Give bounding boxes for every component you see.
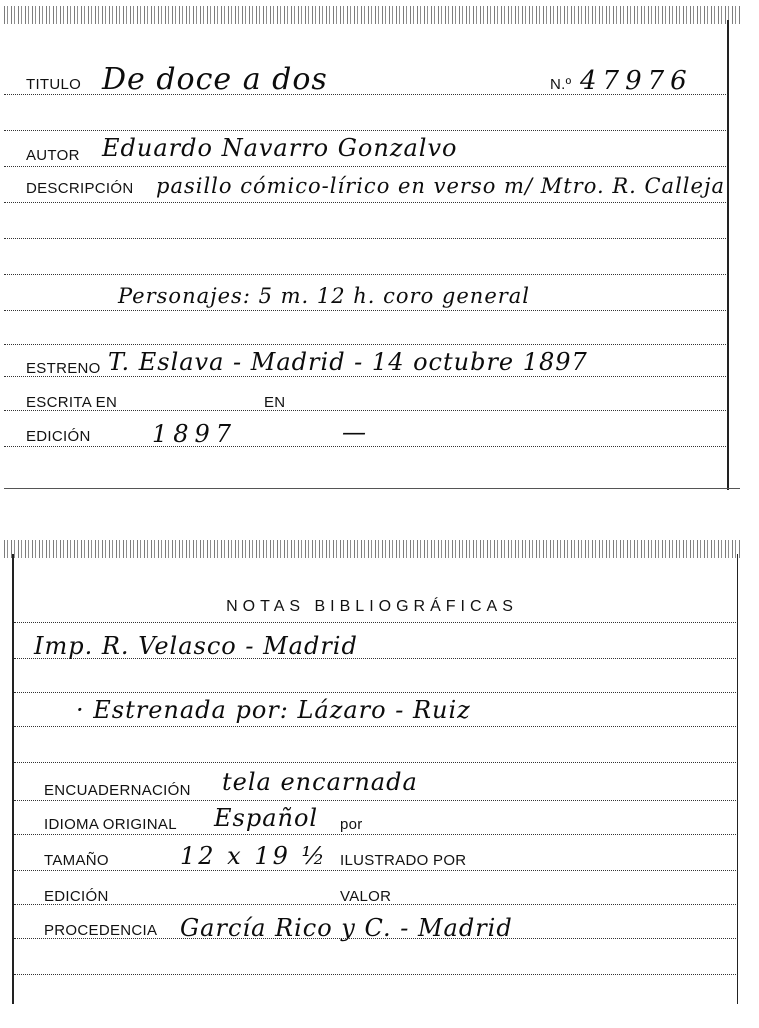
ruled-line [4,376,726,377]
ruled-line [14,622,736,623]
ruled-line [14,692,736,693]
ruled-line [14,800,736,801]
ruled-line [4,446,726,447]
card-bottom-rule [4,488,740,489]
ruled-line [14,870,736,871]
idioma-label: IDIOMA ORIGINAL [44,816,177,833]
escrita-label: ESCRITA EN [26,394,118,411]
edicion-dash: — [342,418,367,446]
autor-value: Eduardo Navarro Gonzalvo [102,134,458,162]
card-right-border [737,554,738,1004]
ruled-line [4,202,726,203]
ruled-line [4,166,726,167]
notas-heading: NOTAS BIBLIOGRÁFICAS [226,598,518,615]
card-right-border [727,20,729,490]
card-top-edge [4,540,740,558]
procedencia-value: García Rico y C. - Madrid [180,914,513,942]
autor-label: AUTOR [26,147,80,164]
ruled-line [4,344,726,345]
card-top-edge [4,6,740,24]
descripcion-value: pasillo cómico-lírico en verso m/ Mtro. R. Calleja [156,174,725,198]
ilustrado-label: ILUSTRADO POR [340,852,467,869]
estreno-label: ESTRENO [26,360,101,377]
numero-value: 47976 [580,66,693,96]
numero-label: N.º [550,76,572,93]
encuadernacion-value: tela encarnada [222,768,418,796]
ruled-line [4,238,726,239]
edicion-label: EDICIÓN [26,428,91,445]
descripcion-label: DESCRIPCIÓN [26,180,134,197]
edicion-label: EDICIÓN [44,888,109,905]
en-label: EN [264,394,286,411]
edicion-value: 1897 [152,420,238,448]
ruled-line [14,762,736,763]
titulo-label: TITULO [26,76,82,93]
catalog-card-bottom [4,540,740,1010]
personajes-note: Personajes: 5 m. 12 h. coro general [118,284,531,308]
catalog-card-top [4,6,740,486]
procedencia-label: PROCEDENCIA [44,922,158,939]
ruled-line [4,130,726,131]
idioma-value: Español [214,804,319,832]
nota-estrenada: · Estrenada por: Lázaro - Ruiz [76,696,471,724]
por-label: por [340,816,363,833]
nota-imprenta: Imp. R. Velasco - Madrid [34,632,358,660]
encuadernacion-label: ENCUADERNACIÓN [44,782,191,799]
ruled-line [4,310,726,311]
titulo-value: De doce a dos [102,62,328,97]
ruled-line [4,274,726,275]
ruled-line [14,974,736,975]
ruled-line [14,834,736,835]
tamano-label: TAMAÑO [44,852,109,869]
tamano-value: 12 x 19 ½ [180,842,328,870]
valor-label: VALOR [340,888,392,905]
ruled-line [14,726,736,727]
estreno-value: T. Eslava - Madrid - 14 octubre 1897 [108,348,588,376]
